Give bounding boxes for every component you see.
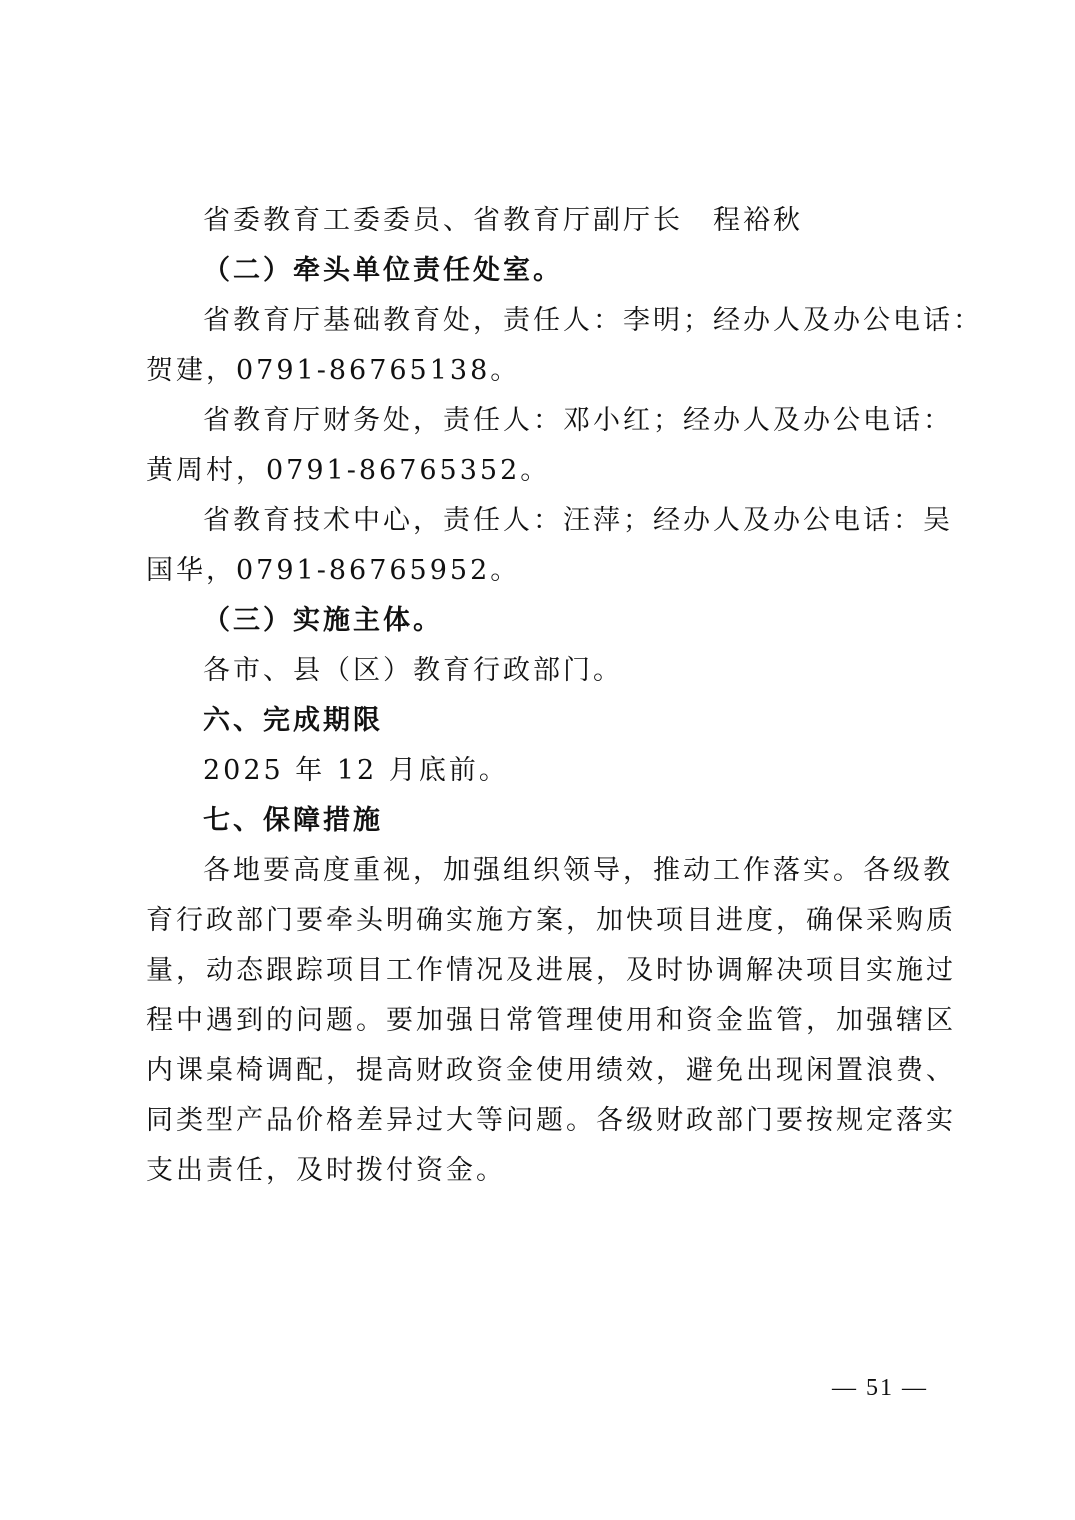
section-7-line-5: 内课桌椅调配，提高财政资金使用绩效，避免出现闲置浪费、 bbox=[146, 1055, 956, 1086]
section-6-body: 2025 年 12 月底前。 bbox=[203, 755, 509, 786]
section-7-line-2: 育行政部门要牵头明确实施方案，加快项目进度，确保采购质 bbox=[146, 905, 956, 936]
entry-1-line-1: 省教育厅基础教育处，责任人：李明；经办人及办公电话： bbox=[203, 305, 983, 336]
section-7-line-6: 同类型产品价格差异过大等问题。各级财政部门要按规定落实 bbox=[146, 1105, 956, 1136]
entry-1-line-2: 贺建，0791-86765138。 bbox=[146, 355, 521, 386]
entry-3-line-2: 国华，0791-86765952。 bbox=[146, 555, 521, 586]
section-3-heading: （三）实施主体。 bbox=[203, 605, 443, 636]
section-7-line-3: 量，动态跟踪项目工作情况及进展，及时协调解决项目实施过 bbox=[146, 955, 956, 986]
section-3-body: 各市、县（区）教育行政部门。 bbox=[203, 655, 623, 686]
entry-2-line-2: 黄周村，0791-86765352。 bbox=[146, 455, 551, 486]
section-7-heading: 七、保障措施 bbox=[203, 805, 383, 836]
section-7-line-4: 程中遇到的问题。要加强日常管理使用和资金监管，加强辖区 bbox=[146, 1005, 956, 1036]
document-page bbox=[146, 196, 983, 1196]
entry-2-line-1: 省教育厅财务处，责任人：邓小红；经办人及办公电话： bbox=[203, 405, 953, 436]
section-7-line-7: 支出责任，及时拨付资金。 bbox=[146, 1155, 506, 1186]
section-7-line-1: 各地要高度重视，加强组织领导，推动工作落实。各级教 bbox=[203, 855, 953, 886]
section-6-heading: 六、完成期限 bbox=[203, 705, 383, 736]
section-2-heading: （二）牵头单位责任处室。 bbox=[203, 255, 563, 286]
page-number: — 51 — bbox=[832, 1375, 928, 1401]
leader-line: 省委教育工委委员、省教育厅副厅长 程裕秋 bbox=[203, 205, 803, 236]
entry-3-line-1: 省教育技术中心，责任人：汪萍；经办人及办公电话：吴 bbox=[203, 505, 953, 536]
